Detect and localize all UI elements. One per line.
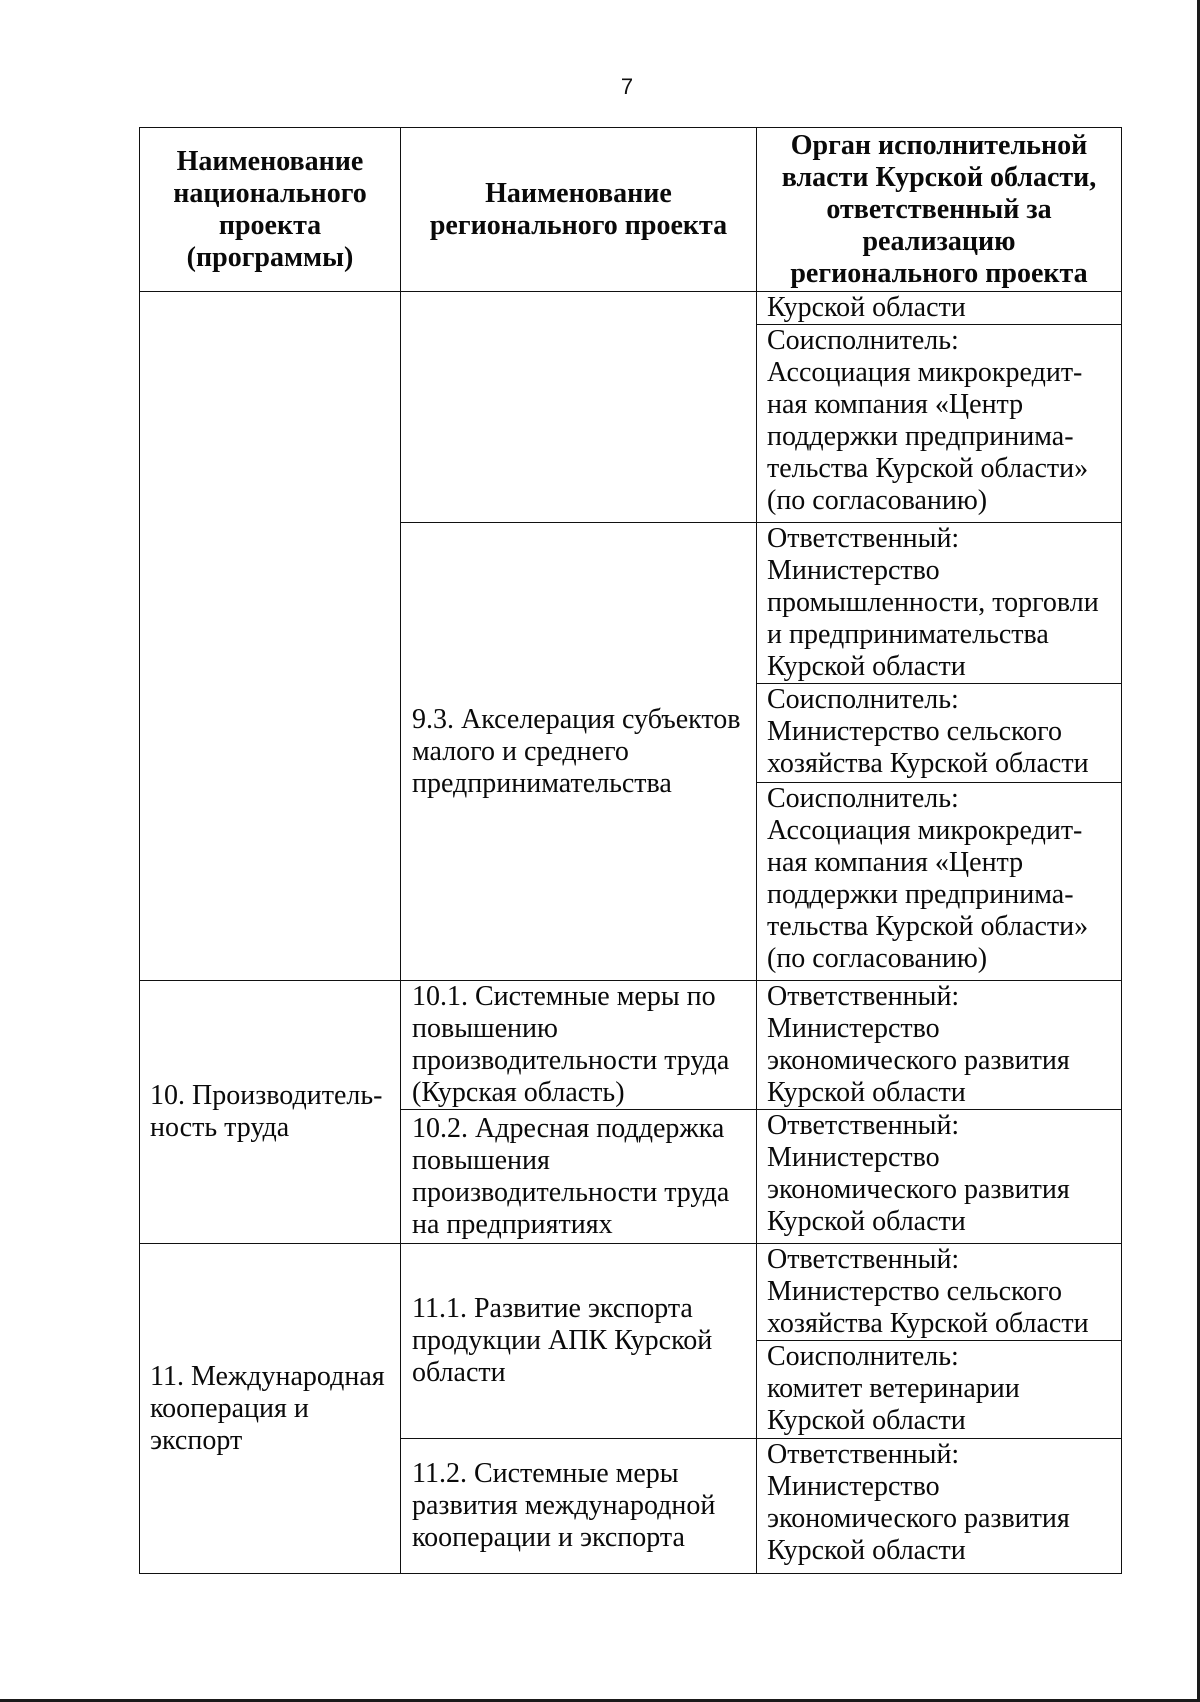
executive-body-cell-2: Соисполнитель: Ассоциация микрокредит- ная компания «Центр поддержки предпринима- тельства Курской области» (по согласованию) (757, 325, 1122, 523)
regional-project-10-2: 10.2. Адресная поддержка повышения производительности труда на предприятиях (401, 1110, 757, 1244)
regional-project-11-2: 11.2. Системные меры развития международной кооперации и экспорта (401, 1439, 757, 1574)
executive-body-cell-3: Ответственный: Министерство промышленности, торговли и предпринимательства Курской области (757, 523, 1122, 684)
header-national-project: Наименование национального проекта (программы) (140, 128, 401, 292)
regional-project-cell-continued (401, 292, 757, 523)
regional-project-10-1: 10.1. Системные меры по повышению производительности труда (Курская область) (401, 981, 757, 1110)
header-executive-body: Орган исполнительной власти Курской области, ответственный за реализацию регионального проекта (757, 128, 1122, 292)
executive-body-cell-6: Ответственный: Министерство экономического развития Курской области (757, 981, 1122, 1110)
executive-body-cell-7: Ответственный: Министерство экономического развития Курской области (757, 1110, 1122, 1244)
table-row (140, 1244, 1122, 1341)
table-header-row (140, 128, 1122, 292)
executive-body-cell-5: Соисполнитель: Ассоциация микрокредит- ная компания «Центр поддержки предпринима- тельства Курской области» (по согласованию) (757, 783, 1122, 981)
national-project-cell-continued (140, 292, 401, 981)
national-project-10: 10. Производитель- ность труда (140, 981, 401, 1244)
regional-projects-table (139, 127, 1122, 1574)
table-row (140, 292, 1122, 325)
regional-project-9-3: 9.3. Акселерация субъектов малого и среднего предпринимательства (401, 523, 757, 981)
executive-body-cell-10: Ответственный: Министерство экономического развития Курской области (757, 1439, 1122, 1574)
header-regional-project: Наименование регионального проекта (401, 128, 757, 292)
executive-body-cell-4: Соисполнитель: Министерство сельского хозяйства Курской области (757, 684, 1122, 783)
regional-project-11-1: 11.1. Развитие экспорта продукции АПК Курской области (401, 1244, 757, 1439)
executive-body-cell-1: Курской области (757, 292, 1122, 325)
table-row (140, 981, 1122, 1110)
national-project-11: 11. Международная кооперация и экспорт (140, 1244, 401, 1574)
page-number: 7 (620, 74, 634, 99)
executive-body-cell-9: Соисполнитель: комитет ветеринарии Курской области (757, 1341, 1122, 1439)
executive-body-cell-8: Ответственный: Министерство сельского хозяйства Курской области (757, 1244, 1122, 1341)
